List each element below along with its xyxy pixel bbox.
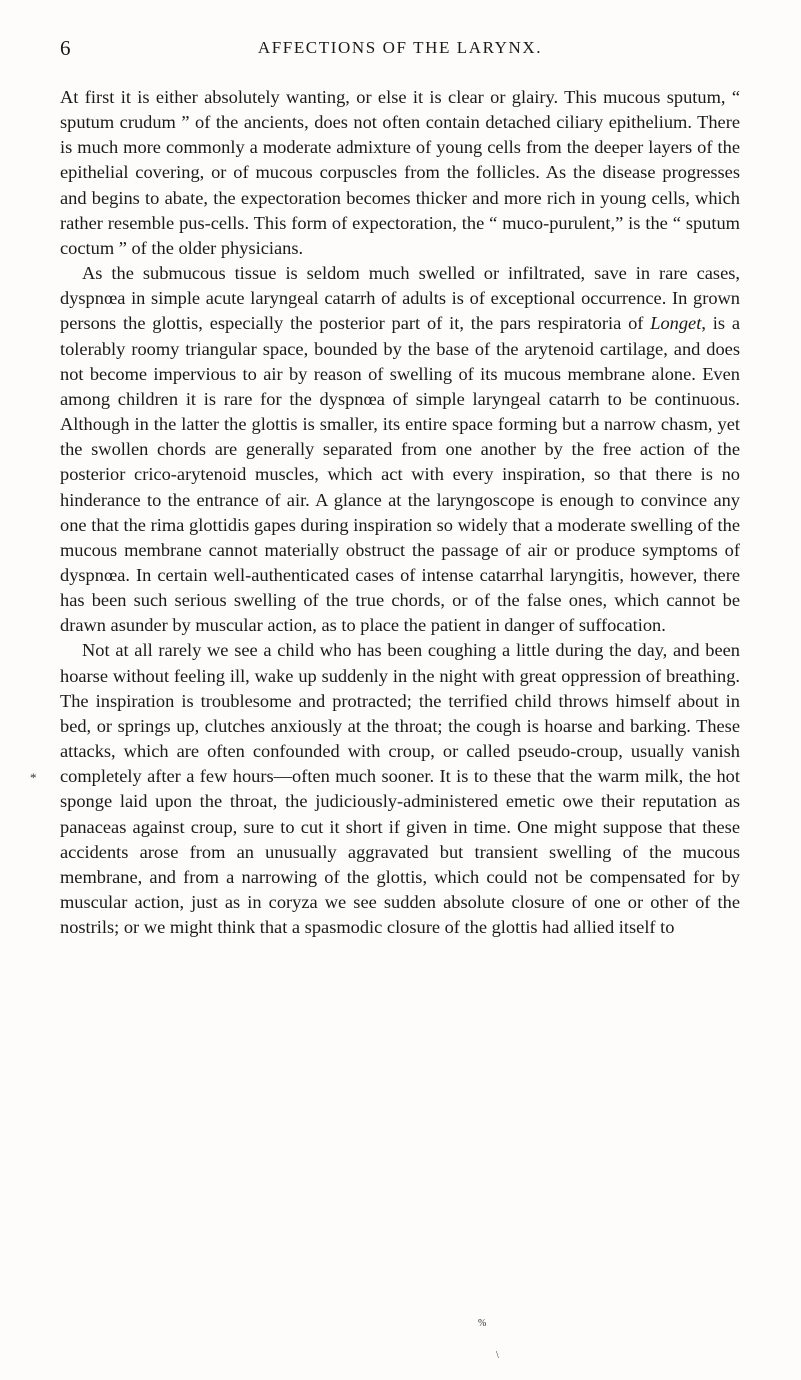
body-text [60, 85, 740, 940]
paragraph-2 [60, 261, 740, 638]
running-head: AFFECTIONS OF THE LARYNX. [257, 38, 543, 57]
author-name-italic: Longet [650, 313, 702, 334]
page-number: 6 [60, 36, 71, 60]
footer-stray-mark: % [478, 1318, 487, 1329]
paragraph-3: Not at all rarely we see a child who has been coughing a little during the day, and been hoarse without feeling ill, wake up suddenly in the night with great oppression of breathing. The inspiration is troublesome and protracted; the terrified child throws himself about in bed, or springs up, clutches anxiously at the throat; the cough is hoarse and barking. These attacks, which are often confounded with croup, or called pseudo-croup, usually vanish completely after a few hours—often much sooner. It is to these that the warm milk, the hot sponge laid upon the throat, the judiciously-administered emetic owe their reputation as panaceas against croup, sure to cut it short if given in time. One might suppose that these accidents arose from an unusually aggravated but transient swelling of the mucous membrane, and from a narrowing of the glottis, which could not be compensated for by muscular action, just as in coryza we see sudden absolute closure of one or other of the nostrils; or we might think that a spasmodic closure of the glottis had allied itself to [60, 640, 740, 938]
paragraph-1: At first it is either absolutely wanting, or else it is clear or glairy. This mucous sputum, “ sputum crudum ” of the ancients, does not often contain detached ciliary epithelium. There is much more commonly a moderate admixture of young cells from the deeper layers of the epithelial covering, or of mucous corpuscles from the follicles. As the disease progresses and begins to abate, the expectoration becomes thicker and more rich in young cells, which rather resemble pus-cells. This form of expectoration, the “ muco-purulent,” is the “ sputum coctum ” of the older physicians. [60, 87, 740, 258]
footer-stray-mark-2: \ [496, 1350, 499, 1361]
paragraph-2-start: As the submucous tissue is seldom much swelled or infiltrated, save in rare cases, dyspnœa in simple acute laryngeal catarrh of adults is of exceptional occurrence. In grown persons the glottis, especially the posterior part of it, the pars respiratoria of [60, 263, 740, 334]
page-header [60, 36, 740, 66]
margin-mark-asterisk: * [30, 770, 37, 785]
paragraph-2-rest: , is a tolerably roomy triangular space, bounded by the base of the arytenoid cartilage, and does not become impervious to air by reason of swelling of its mucous membrane alone. Even among children it is rare for the dyspnœa of simple laryngeal catarrh to be continuous. Although in the latter the glottis is smaller, its entire space forming but a narrow chasm, yet the swollen chords are generally separated from one another by the free action of the posterior crico-arytenoid muscles, which act with every inspiration, so that there is no hinderance to the entrance of air. A glance at the laryngoscope is enough to convince any one that the rima glottidis gapes during inspiration so widely that a moderate swelling of the mucous membrane cannot materially obstruct the passage of air or produce symptoms of dyspnœa. In certain well-authenticated cases of intense catarrhal laryngitis, however, there has been such serious swelling of the true chords, or of the false ones, which cannot be drawn asunder by muscular action, as to place the patient in danger of suffocation. [60, 313, 740, 636]
